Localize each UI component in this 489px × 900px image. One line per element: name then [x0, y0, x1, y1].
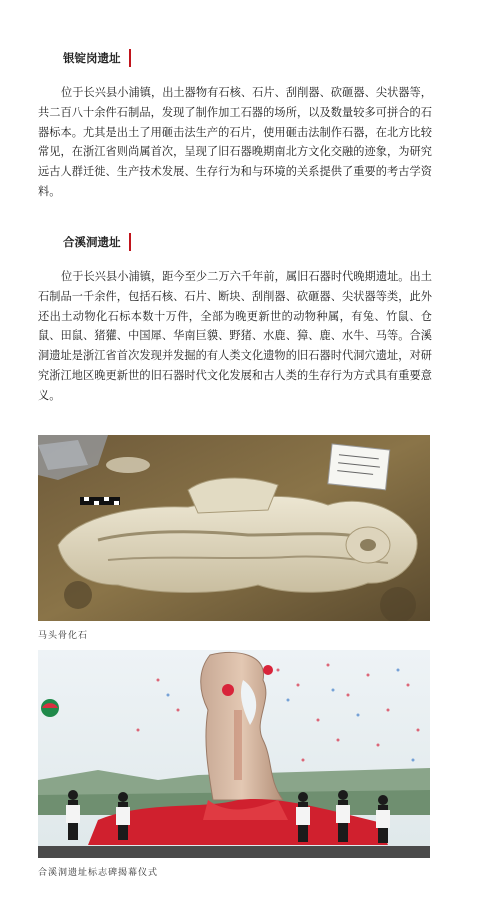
section-title-text: 银锭岗遗址 [63, 51, 121, 65]
section-body-yindinggang: 位于长兴县小浦镇，出土器物有石核、石片、刮削器、砍砸器、尖状器等，共二百八十余件石制品，发现了制作加工石器的场所，以及数量较多可拼合的石器标本。尤其是出土了用砸击法生产的石片，使用砸击法制作石器，在北方比较常见，在浙江省则尚属首次，呈现了旧石器晚期南北方文化交融的迹象，为研究远古人群迁徙、生产技术发展、生存行为和与环境的关系提供了重要的考古学资料。 [38, 86, 432, 198]
title-accent-bar [129, 49, 131, 67]
photo-caption: 合溪洞遗址标志碑揭幕仪式 [38, 868, 159, 878]
photo-caption: 马头骨化石 [38, 631, 89, 641]
section-title-hexidong [63, 233, 131, 251]
title-accent-bar [129, 233, 131, 251]
section-title-yindinggang [63, 49, 131, 67]
monument-ceremony-photo [38, 650, 430, 858]
section-title-text: 合溪洞遗址 [63, 235, 121, 249]
fossil-skull-photo [38, 435, 430, 621]
section-body-hexidong: 位于长兴县小浦镇，距今至少二万六千年前，属旧石器时代晚期遗址。出土石制品一千余件，包括石核、石片、断块、刮削器、砍砸器、尖状器等类，此外还出土动物化石标本数十万件，全部为晚更新世的动物种属，有兔、竹鼠、仓鼠、田鼠、猪獾、中国犀、华南巨貘、野猪、水鹿、獐、鹿、水牛、马等。合溪洞遗址是浙江省首次发现并发掘的有人类文化遗物的旧石器时代洞穴遗址，对研究浙江地区晚更新世的旧石器时代文化发展和古人类的生存行为方式具有重要意义。 [38, 270, 432, 402]
